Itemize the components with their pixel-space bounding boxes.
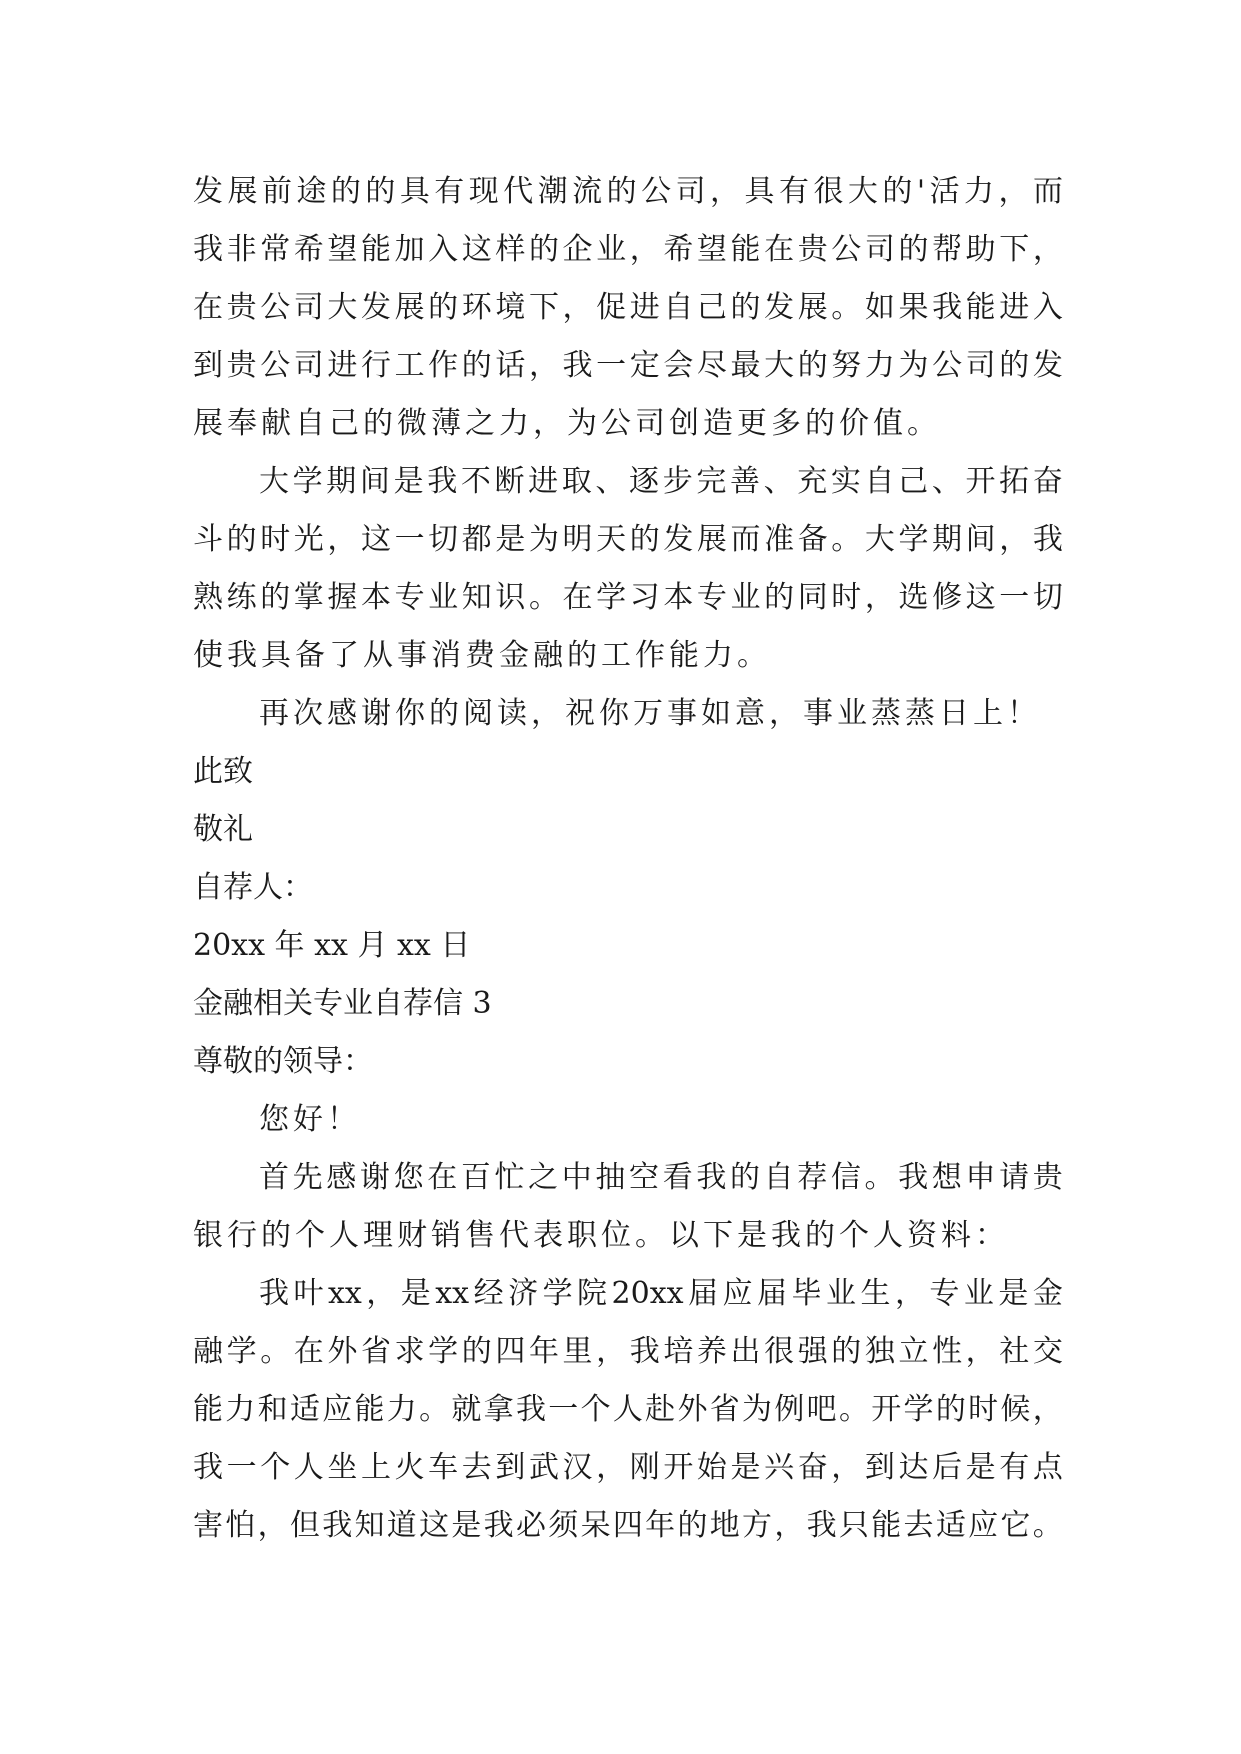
text-line: 融 学 。 在 外 省 求 学 的 四 年 里 ， 我 培 养 出 很 强 的 独 立 性 ， 社 交	[193, 1334, 1063, 1369]
text-line: 在 贵 公 司 大 发 展 的 环 境 下 ， 促 进 自 己 的 发 展 。 如 果 我 能 进 入	[193, 290, 1063, 325]
text-line: 熟 练 的 掌 握 本 专 业 知 识 。 在 学 习 本 专 业 的 同 时 ， 选 修 这 一 切	[193, 580, 1063, 615]
text-line: 展奉献自己的微薄之力，为公司创造更多的价值。	[193, 406, 941, 441]
text-line: 您好！	[259, 1102, 361, 1137]
text-line: 大 学 期 间 是 我 不 断 进 取 、 逐 步 完 善 、 充 实 自 己 、 开 拓 奋	[259, 464, 1063, 499]
text-line: 20xx 年 xx 月 xx 日	[193, 928, 471, 963]
text-line: 使我具备了从事消费金融的工作能力。	[193, 638, 771, 673]
text-line: 此致	[193, 754, 253, 789]
text-line: 我 叶 xx ， 是 xx 经 济 学 院 20xx 届 应 届 毕 业 生 ， 专 业 是 金	[259, 1276, 1063, 1311]
text-line: 能 力 和 适 应 能 力 。 就 拿 我 一 个 人 赴 外 省 为 例 吧 。 开 学 的 时 候 ，	[193, 1392, 1063, 1427]
text-line: 敬礼	[193, 812, 253, 847]
text-line: 我 一 个 人 坐 上 火 车 去 到 武 汉 ， 刚 开 始 是 兴 奋 ， 到 达 后 是 有 点	[193, 1450, 1063, 1485]
text-line: 首 先 感 谢 您 在 百 忙 之 中 抽 空 看 我 的 自 荐 信 。 我 想 申 请 贵	[259, 1160, 1063, 1195]
text-line: 我 非 常 希 望 能 加 入 这 样 的 企 业 ， 希 望 能 在 贵 公 司 的 帮 助 下 ，	[193, 232, 1063, 267]
text-line: 自荐人：	[193, 870, 313, 905]
text-line: 害 怕 ， 但 我 知 道 这 是 我 必 须 呆 四 年 的 地 方 ， 我 只 能 去 适 应 它 。	[193, 1508, 1063, 1543]
text-line: 银行的个人理财销售代表职位。以下是我的个人资料：	[193, 1218, 1009, 1253]
text-line: 再次感谢你的阅读，祝你万事如意，事业蒸蒸日上！	[259, 696, 1041, 731]
letter-body	[193, 163, 1063, 1555]
text-line: 斗 的 时 光 ， 这 一 切 都 是 为 明 天 的 发 展 而 准 备 。 大 学 期 间 ， 我	[193, 522, 1063, 557]
text-line: 金融相关专业自荐信 3	[193, 986, 492, 1021]
text-line: 发 展 前 途 的 的 具 有 现 代 潮 流 的 公 司 ， 具 有 很 大 的 ' 活 力 ， 而	[193, 174, 1063, 209]
text-line: 到 贵 公 司 进 行 工 作 的 话 ， 我 一 定 会 尽 最 大 的 努 力 为 公 司 的 发	[193, 348, 1063, 383]
text-line: 尊敬的领导：	[193, 1044, 373, 1079]
